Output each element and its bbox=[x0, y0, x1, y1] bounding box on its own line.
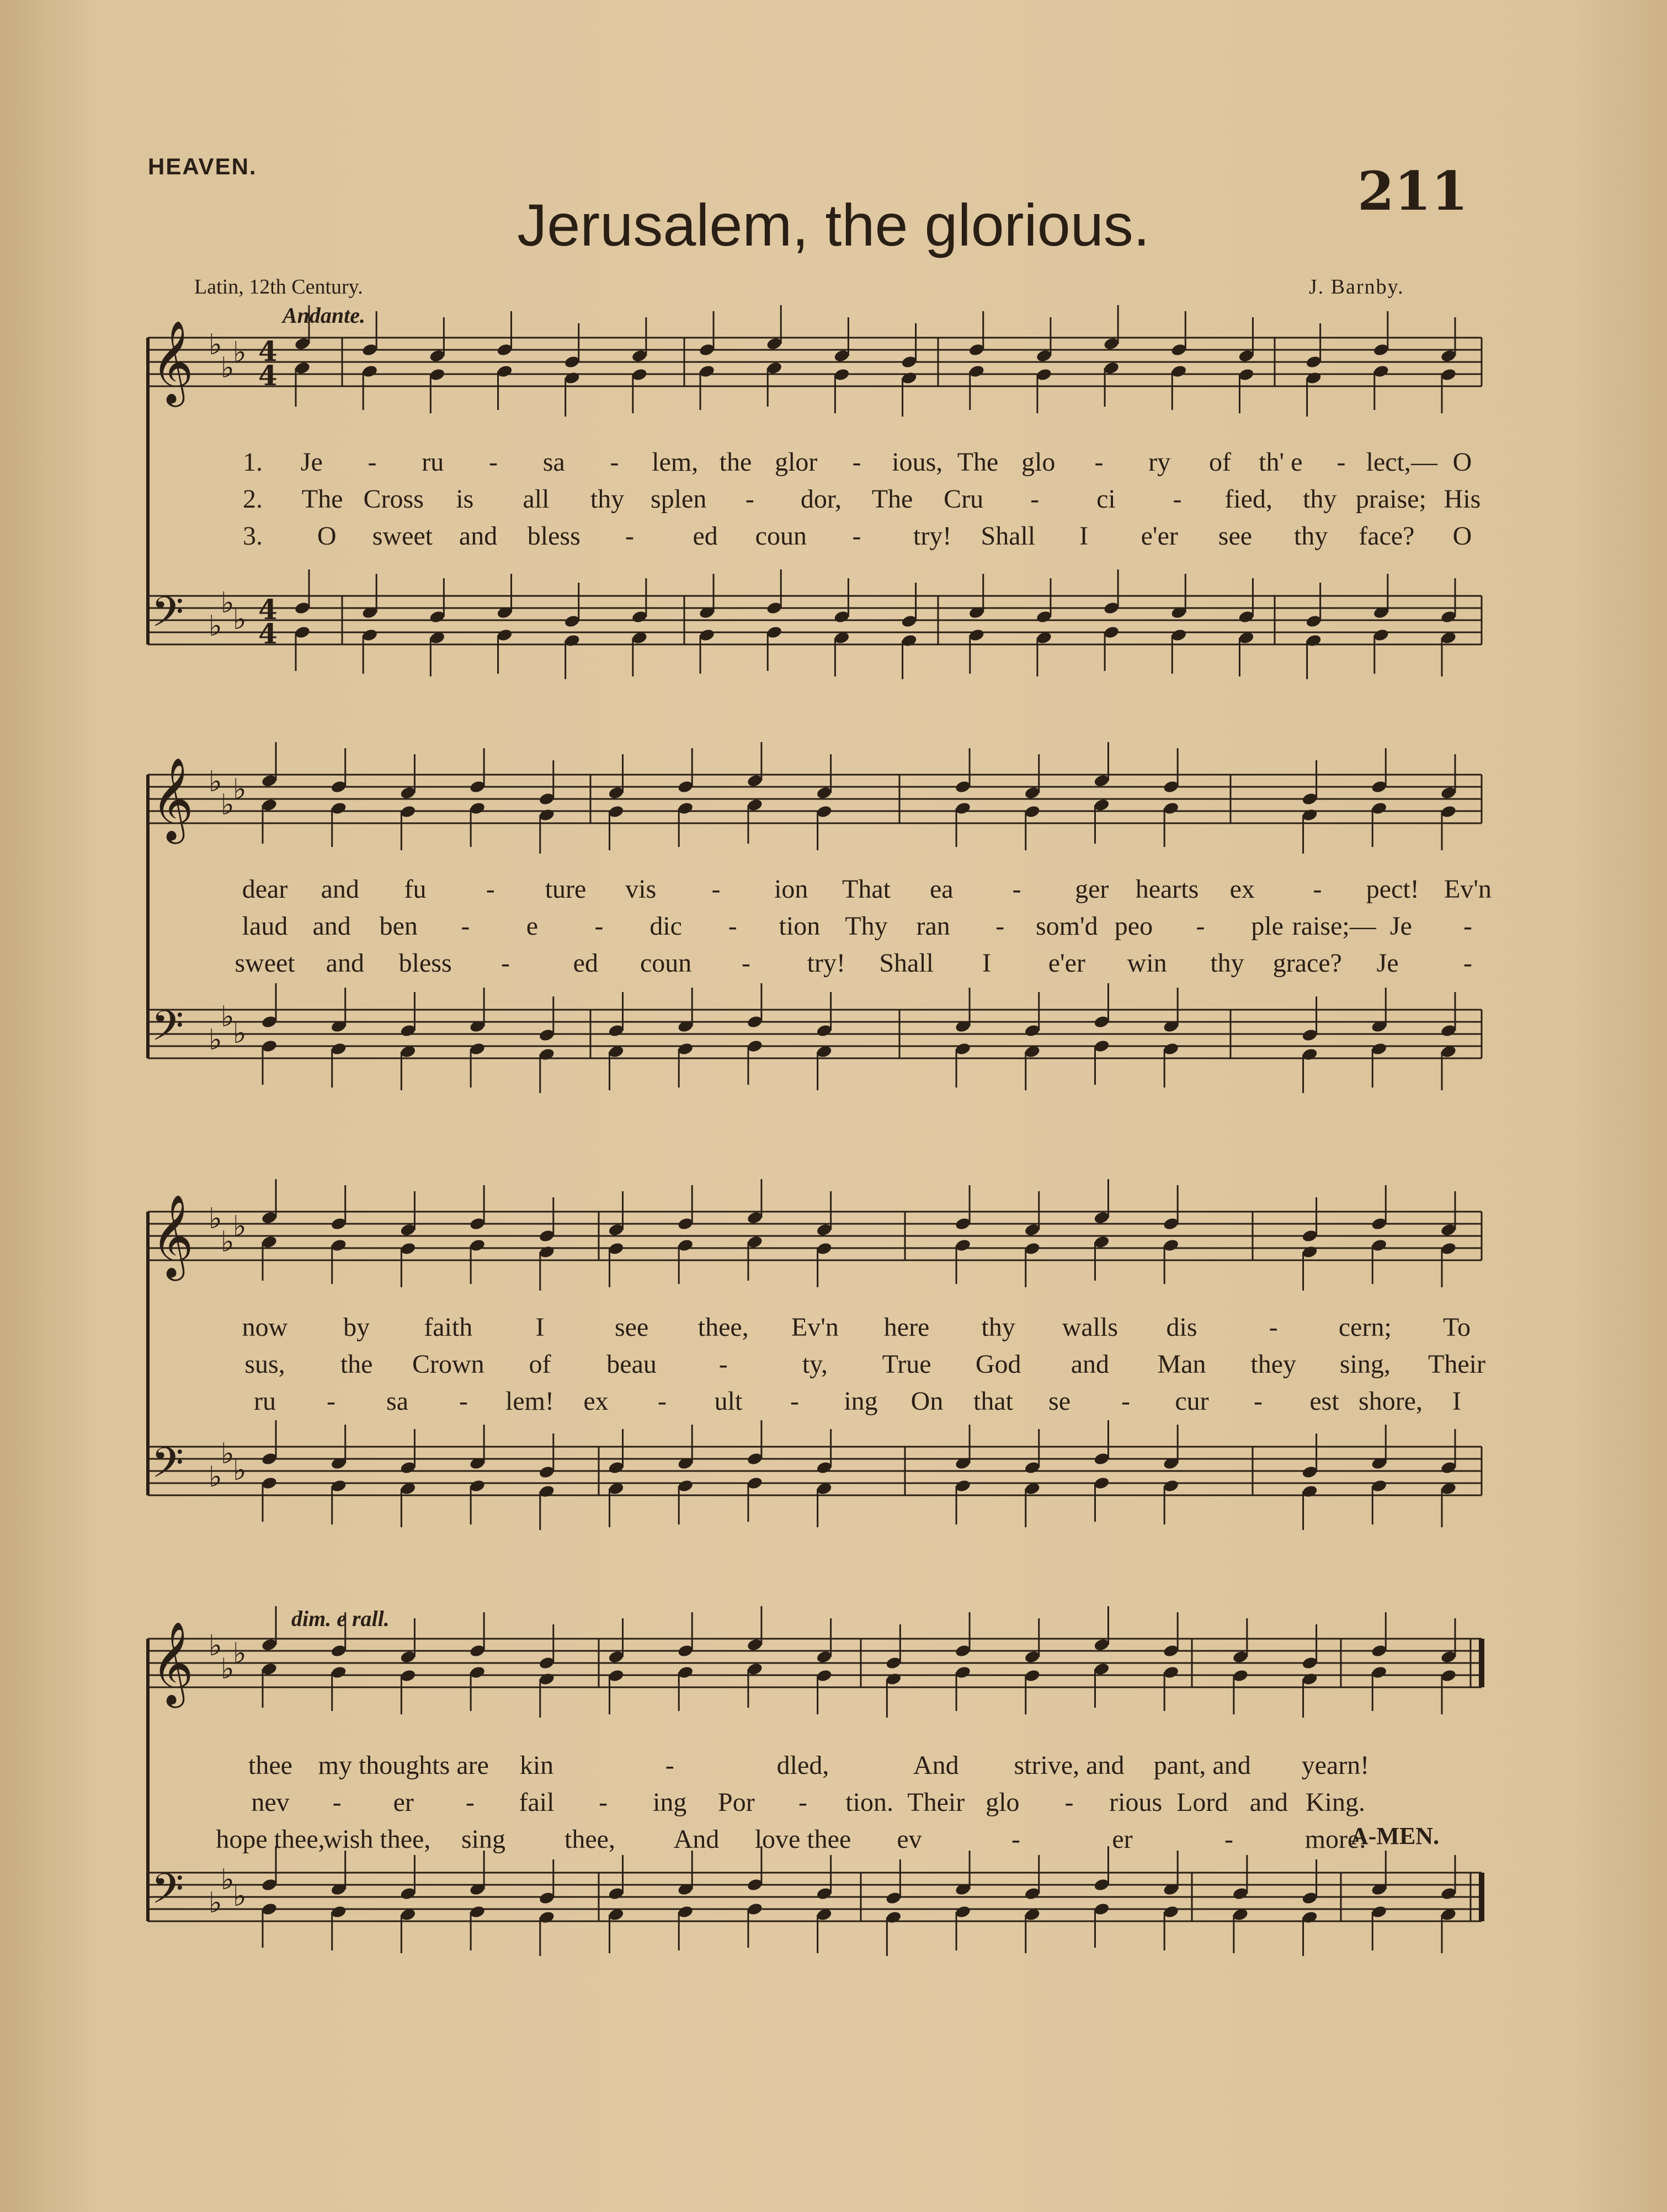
lyric-syllable: see bbox=[1218, 521, 1253, 551]
lyric-syllable: Their bbox=[1428, 1350, 1485, 1379]
lyric-syllable: I bbox=[1079, 521, 1089, 551]
lyric-syllable: walls bbox=[1062, 1313, 1119, 1342]
lyric-syllable: hearts bbox=[1135, 875, 1199, 904]
lyric-syllable: all bbox=[523, 484, 550, 514]
lyric-syllable: 2. bbox=[243, 484, 263, 514]
lyric-syllable: - bbox=[501, 948, 510, 978]
lyric-syllable: er bbox=[393, 1788, 414, 1817]
lyric-syllable: - bbox=[718, 1350, 728, 1379]
lyric-syllable: Man bbox=[1157, 1350, 1206, 1379]
flat-icon: ♭ bbox=[209, 610, 222, 643]
lyric-syllable: ion bbox=[774, 875, 808, 904]
bass-clef-icon: 𝄢 bbox=[151, 1864, 184, 1923]
lyric-syllable: sa bbox=[542, 447, 565, 477]
lyric-syllable: thee, bbox=[564, 1825, 615, 1854]
lyric-syllable: of bbox=[529, 1350, 551, 1379]
lyric-syllable: King. bbox=[1306, 1788, 1365, 1817]
lyric-syllable: ex bbox=[1229, 875, 1255, 904]
lyric-syllable: sing, bbox=[1339, 1350, 1391, 1379]
lyric-syllable: 3. bbox=[243, 521, 263, 551]
lyric-syllable: th' e bbox=[1259, 447, 1303, 477]
lyric-syllable: ru bbox=[422, 447, 444, 477]
lyric-syllable: ger bbox=[1075, 875, 1109, 904]
flat-icon: ♭ bbox=[233, 1210, 247, 1243]
lyric-syllable: - bbox=[742, 948, 750, 978]
lyric-syllable: face? bbox=[1359, 521, 1415, 551]
lyric-syllable: of bbox=[1209, 447, 1231, 477]
time-signature: 4 bbox=[258, 335, 278, 367]
tempo-marking: Andante. bbox=[283, 303, 366, 328]
lyric-syllable: vis bbox=[625, 875, 657, 904]
lyric-syllable: - bbox=[852, 521, 861, 551]
lyric-syllable: Shall bbox=[879, 948, 934, 978]
lyric-syllable: the bbox=[340, 1350, 373, 1379]
lyric-syllable: that bbox=[973, 1387, 1013, 1416]
lyric-syllable: - bbox=[1463, 948, 1472, 978]
lyric-syllable: fail bbox=[519, 1788, 555, 1817]
lyric-syllable: thy bbox=[981, 1313, 1015, 1342]
lyric-verse-2 bbox=[0, 1349, 1667, 1382]
lyric-syllable: - bbox=[798, 1788, 807, 1817]
lyric-verse-1 bbox=[0, 447, 1667, 480]
lyric-syllable: Je bbox=[1376, 948, 1399, 978]
lyric-syllable: rious bbox=[1109, 1788, 1163, 1817]
flat-icon: ♭ bbox=[221, 1437, 235, 1470]
lyric-syllable: beau bbox=[606, 1350, 657, 1379]
flat-icon: ♭ bbox=[221, 587, 235, 620]
lyric-syllable: cern; bbox=[1338, 1313, 1392, 1342]
lyric-syllable: nev bbox=[251, 1788, 290, 1817]
lyric-syllable: lem, bbox=[652, 447, 699, 477]
flat-icon: ♭ bbox=[233, 773, 247, 806]
lyric-syllable: - bbox=[1173, 484, 1182, 514]
lyric-syllable: - bbox=[852, 447, 861, 477]
lyric-syllable: and bbox=[326, 948, 364, 978]
lyric-syllable: thy bbox=[1303, 484, 1337, 514]
lyric-syllable: dled, bbox=[776, 1751, 829, 1780]
flat-icon: ♭ bbox=[233, 1017, 247, 1050]
flat-icon: ♭ bbox=[221, 351, 235, 385]
flat-icon: ♭ bbox=[209, 1024, 222, 1057]
flat-icon: ♭ bbox=[233, 603, 247, 636]
lyric-syllable: coun bbox=[755, 521, 807, 551]
lyric-syllable: laud bbox=[242, 912, 288, 941]
lyric-syllable: ea bbox=[929, 875, 954, 904]
flat-icon: ♭ bbox=[209, 765, 222, 798]
lyric-syllable: That bbox=[842, 875, 891, 904]
lyric-syllable: glo bbox=[986, 1788, 1020, 1817]
lyric-syllable: ult bbox=[714, 1387, 743, 1416]
lyric-syllable: and bbox=[312, 912, 351, 941]
lyric-verse-1 bbox=[0, 874, 1667, 907]
lyric-syllable: - bbox=[1313, 875, 1322, 904]
lyric-syllable: Crown bbox=[412, 1350, 484, 1379]
page-number: 211 bbox=[1357, 160, 1468, 222]
lyric-syllable: my thoughts are bbox=[318, 1751, 489, 1780]
lyric-syllable: - bbox=[599, 1788, 608, 1817]
lyric-syllable: wish thee, bbox=[323, 1825, 431, 1854]
lyric-syllable: - bbox=[658, 1387, 667, 1416]
lyric-syllable: and bbox=[1249, 1788, 1288, 1817]
lyric-syllable: ing bbox=[844, 1387, 878, 1416]
lyric-syllable: And bbox=[673, 1825, 720, 1854]
flat-icon: ♭ bbox=[233, 1454, 247, 1487]
lyric-syllable: grace? bbox=[1272, 948, 1342, 978]
lyric-syllable: ci bbox=[1096, 484, 1116, 514]
lyric-syllable: - bbox=[332, 1788, 342, 1817]
lyric-syllable: - bbox=[465, 1788, 475, 1817]
lyric-syllable: I bbox=[982, 948, 991, 978]
lyric-syllable: som'd bbox=[1035, 912, 1098, 941]
lyric-syllable: bless bbox=[398, 948, 452, 978]
lyric-syllable: - bbox=[486, 875, 495, 904]
lyric-syllable: I bbox=[535, 1313, 545, 1342]
lyric-syllable: faith bbox=[424, 1313, 473, 1342]
lyric-syllable: - bbox=[1224, 1825, 1233, 1854]
lyric-syllable: glo bbox=[1021, 447, 1056, 477]
lyric-syllable: - bbox=[1336, 447, 1346, 477]
lyric-syllable: Ev'n bbox=[1444, 875, 1492, 904]
lyric-syllable: coun bbox=[640, 948, 692, 978]
lyric-syllable: win bbox=[1127, 948, 1167, 978]
lyric-syllable: thy bbox=[1210, 948, 1244, 978]
lyric-syllable: ex bbox=[583, 1387, 609, 1416]
treble-clef-icon: 𝄞 bbox=[151, 319, 194, 403]
flat-icon: ♭ bbox=[209, 328, 222, 361]
lyric-syllable: sing bbox=[461, 1825, 506, 1854]
lyric-syllable: - bbox=[1030, 484, 1040, 514]
lyric-syllable: peo bbox=[1114, 912, 1153, 941]
time-signature: 4 bbox=[258, 617, 278, 650]
lyric-syllable: True bbox=[882, 1350, 931, 1379]
hymn-title: Jerusalem, the glorious. bbox=[517, 191, 1150, 258]
lyric-syllable: Lord bbox=[1176, 1788, 1228, 1817]
lyric-syllable: tion. bbox=[845, 1788, 893, 1817]
lyric-syllable: Por bbox=[718, 1788, 755, 1817]
lyric-syllable: - bbox=[610, 447, 619, 477]
lyric-syllable: here bbox=[883, 1313, 930, 1342]
lyric-syllable: er bbox=[1112, 1825, 1133, 1854]
lyric-syllable: ty, bbox=[802, 1350, 828, 1379]
lyric-syllable: is bbox=[456, 484, 474, 514]
lyric-syllable: tion bbox=[779, 912, 821, 941]
lyric-syllable: The bbox=[871, 484, 913, 514]
lyric-syllable: - bbox=[665, 1751, 674, 1780]
lyric-syllable: se bbox=[1048, 1387, 1070, 1416]
lyric-syllable: - bbox=[594, 912, 604, 941]
lyric-syllable: thy bbox=[1293, 521, 1328, 551]
lyric-syllable: more. bbox=[1304, 1825, 1366, 1854]
lyric-syllable: And bbox=[913, 1751, 959, 1780]
lyric-syllable: hope thee, bbox=[216, 1825, 325, 1854]
dynamics-marking: dim. e rall. bbox=[291, 1606, 390, 1631]
lyric-syllable: The bbox=[957, 447, 999, 477]
lyric-syllable: ed bbox=[693, 521, 718, 551]
lyric-syllable: - bbox=[489, 447, 498, 477]
flat-icon: ♭ bbox=[209, 1202, 222, 1235]
lyric-syllable: - bbox=[368, 447, 377, 477]
lyric-syllable: sus, bbox=[244, 1350, 285, 1379]
lyric-syllable: - bbox=[790, 1387, 799, 1416]
flat-icon: ♭ bbox=[233, 1637, 247, 1670]
lyric-syllable: e'er bbox=[1141, 521, 1178, 551]
amen-text: A-MEN. bbox=[1351, 1822, 1440, 1849]
lyric-syllable: glor bbox=[775, 447, 818, 477]
flat-icon: ♭ bbox=[233, 336, 247, 369]
lyric-syllable: - bbox=[1463, 912, 1472, 941]
lyric-syllable: On bbox=[910, 1387, 944, 1416]
lyric-verse-2 bbox=[0, 1787, 1667, 1820]
flat-icon: ♭ bbox=[233, 1880, 247, 1913]
lyric-syllable: Je bbox=[300, 447, 323, 477]
lyric-syllable: - bbox=[625, 521, 634, 551]
lyric-syllable: O bbox=[1452, 447, 1472, 477]
bass-clef-icon: 𝄢 bbox=[151, 1438, 184, 1497]
lyric-syllable: love thee bbox=[754, 1825, 851, 1854]
lyric-verse-3 bbox=[0, 521, 1667, 554]
lyric-syllable: - bbox=[1012, 875, 1021, 904]
lyric-syllable: - bbox=[459, 1387, 468, 1416]
time-signature: 4 bbox=[258, 359, 278, 392]
lyric-syllable: - bbox=[1094, 447, 1104, 477]
lyric-syllable: O bbox=[317, 521, 337, 551]
treble-clef-icon: 𝄞 bbox=[151, 1193, 194, 1277]
lyric-syllable: shore, bbox=[1359, 1387, 1423, 1416]
lyric-syllable: ed bbox=[573, 948, 598, 978]
lyric-syllable: fu bbox=[404, 875, 427, 904]
lyric-syllable: God bbox=[975, 1350, 1021, 1379]
lyric-syllable: ing bbox=[653, 1788, 687, 1817]
lyric-syllable: O bbox=[1452, 521, 1472, 551]
lyric-syllable: thee, bbox=[697, 1313, 749, 1342]
lyric-verse-1 bbox=[0, 1312, 1667, 1345]
lyric-syllable: - bbox=[1196, 912, 1205, 941]
lyric-syllable: sweet bbox=[235, 948, 295, 978]
lyric-syllable: sweet bbox=[372, 521, 433, 551]
lyric-syllable: raise;— bbox=[1292, 912, 1376, 941]
lyric-syllable: - bbox=[1121, 1387, 1130, 1416]
music-credit: J. Barnby. bbox=[1309, 275, 1404, 299]
lyric-syllable: Their bbox=[907, 1788, 965, 1817]
lyric-syllable: ran bbox=[916, 912, 950, 941]
lyric-syllable: His bbox=[1444, 484, 1481, 514]
lyric-syllable: e bbox=[526, 912, 539, 941]
lyric-syllable: thy bbox=[590, 484, 625, 514]
lyric-syllable: kin bbox=[519, 1751, 554, 1780]
flat-icon: ♭ bbox=[221, 1863, 235, 1896]
lyric-syllable: and bbox=[1070, 1350, 1110, 1379]
flat-icon: ♭ bbox=[209, 1886, 222, 1920]
lyric-syllable: pect! bbox=[1366, 875, 1419, 904]
text-credit: Latin, 12th Century. bbox=[194, 275, 363, 299]
lyric-syllable: they bbox=[1250, 1350, 1297, 1379]
lyric-syllable: - bbox=[1254, 1387, 1263, 1416]
lyric-syllable: - bbox=[327, 1387, 335, 1416]
lyric-syllable: lem! bbox=[505, 1387, 554, 1416]
lyric-syllable: To bbox=[1443, 1313, 1471, 1342]
lyric-syllable: cur bbox=[1175, 1387, 1209, 1416]
lyric-syllable: - bbox=[1011, 1825, 1020, 1854]
lyric-syllable: Thy bbox=[845, 912, 888, 941]
lyric-syllable: ben bbox=[379, 912, 418, 941]
lyric-verse-2 bbox=[0, 911, 1667, 944]
lyric-verse-2 bbox=[0, 484, 1667, 517]
lyric-syllable: pant, and bbox=[1153, 1751, 1251, 1780]
lyric-syllable: sa bbox=[386, 1387, 408, 1416]
lyric-syllable: dis bbox=[1166, 1313, 1197, 1342]
bass-clef-icon: 𝄢 bbox=[151, 588, 184, 647]
lyric-syllable: 1. bbox=[243, 447, 263, 477]
lyric-verse-1 bbox=[0, 1750, 1667, 1783]
lyric-syllable: and bbox=[459, 521, 498, 551]
lyric-syllable: now bbox=[242, 1313, 288, 1342]
lyric-syllable: ious, bbox=[892, 447, 943, 477]
treble-clef-icon: 𝄞 bbox=[151, 1621, 194, 1704]
lyric-syllable: - bbox=[1064, 1788, 1074, 1817]
lyric-syllable: Ev'n bbox=[791, 1313, 839, 1342]
lyric-syllable: - bbox=[728, 912, 737, 941]
lyric-syllable: dic bbox=[649, 912, 682, 941]
lyric-syllable: - bbox=[995, 912, 1005, 941]
lyric-syllable: lect,— bbox=[1366, 447, 1437, 477]
lyric-syllable: ev bbox=[897, 1825, 922, 1854]
lyric-syllable: est bbox=[1309, 1387, 1339, 1416]
lyric-syllable: praise; bbox=[1355, 484, 1426, 514]
lyric-syllable: e'er bbox=[1048, 948, 1085, 978]
lyric-syllable: the bbox=[719, 447, 752, 477]
lyric-syllable: Je bbox=[1389, 912, 1412, 941]
lyric-syllable: - bbox=[1269, 1313, 1278, 1342]
bass-clef-icon: 𝄢 bbox=[151, 1001, 184, 1060]
lyric-verse-3 bbox=[0, 948, 1667, 981]
flat-icon: ♭ bbox=[209, 1629, 222, 1662]
lyric-syllable: yearn! bbox=[1301, 1751, 1370, 1780]
lyric-syllable: ry bbox=[1148, 447, 1171, 477]
lyric-syllable: dor, bbox=[800, 484, 842, 514]
lyric-syllable: and bbox=[321, 875, 359, 904]
lyric-syllable: - bbox=[711, 875, 721, 904]
lyric-syllable: - bbox=[745, 484, 754, 514]
flat-icon: ♭ bbox=[209, 1461, 222, 1494]
lyric-syllable: by bbox=[343, 1313, 370, 1342]
lyric-syllable: ple bbox=[1251, 912, 1283, 941]
lyric-verse-3 bbox=[0, 1386, 1667, 1419]
lyric-syllable: ru bbox=[254, 1387, 276, 1416]
lyric-syllable: - bbox=[461, 912, 470, 941]
lyric-syllable: Shall bbox=[981, 521, 1036, 551]
lyric-syllable: ture bbox=[545, 875, 587, 904]
lyric-syllable: strive, and bbox=[1014, 1751, 1125, 1780]
flat-icon: ♭ bbox=[221, 1000, 235, 1033]
lyric-syllable: splen bbox=[651, 484, 707, 514]
lyric-syllable: try! bbox=[807, 948, 845, 978]
time-signature: 4 bbox=[258, 593, 278, 626]
lyric-syllable: try! bbox=[913, 521, 952, 551]
lyric-syllable: see bbox=[614, 1313, 649, 1342]
flat-icon: ♭ bbox=[221, 1653, 235, 1686]
lyric-syllable: thee bbox=[248, 1751, 292, 1780]
lyric-syllable: bless bbox=[527, 521, 580, 551]
lyric-syllable: dear bbox=[242, 875, 288, 904]
lyric-syllable: fied, bbox=[1224, 484, 1272, 514]
flat-icon: ♭ bbox=[221, 1225, 235, 1259]
flat-icon: ♭ bbox=[221, 788, 235, 822]
section-heading: HEAVEN. bbox=[148, 153, 257, 179]
lyric-syllable: Cru bbox=[944, 484, 984, 514]
lyric-syllable: Cross bbox=[363, 484, 424, 514]
treble-clef-icon: 𝄞 bbox=[151, 756, 194, 840]
lyric-syllable: The bbox=[301, 484, 343, 514]
lyric-syllable: I bbox=[1452, 1387, 1461, 1416]
